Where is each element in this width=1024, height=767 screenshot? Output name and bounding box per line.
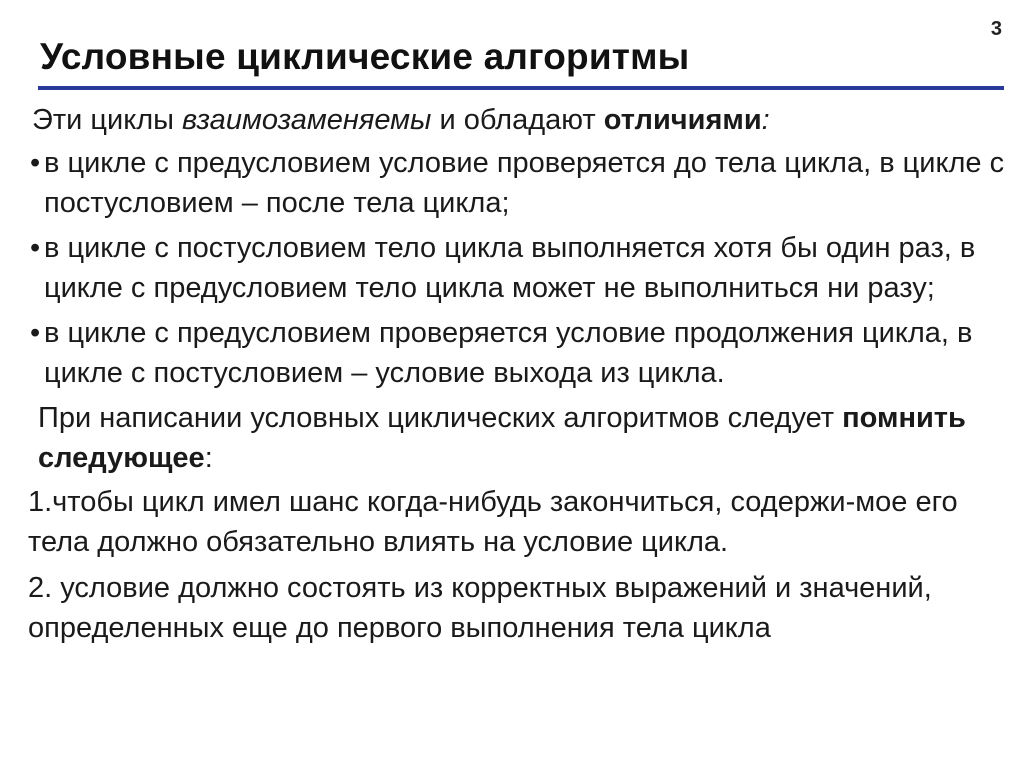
intro-paragraph: [0, 100, 1024, 140]
bullet-icon: •: [30, 232, 41, 264]
slide-content: [0, 100, 1024, 654]
bullet-item: [0, 313, 1024, 393]
slide-title: Условные циклические алгоритмы: [40, 36, 690, 77]
slide-number: 3: [990, 18, 1002, 40]
numbered-item: 1.чтобы цикл имел шанс когда-нибудь закончиться, содержи-мое его тела должно обязательно влиять на условие цикла.: [28, 486, 958, 558]
note-paragraph: [0, 398, 1024, 478]
bullet-icon: •: [30, 317, 41, 349]
bullet-text: в цикле с предусловием условие проверяется до тела цикла, в цикле с постусловием – после тела цикла;: [44, 147, 1005, 219]
bullet-icon: •: [30, 147, 41, 179]
intro-colon: :: [761, 104, 770, 136]
note-text: При написании условных циклических алгоритмов следует: [38, 402, 843, 434]
bullet-text: в цикле с постусловием тело цикла выполняется хотя бы один раз, в цикле с предусловием тело цикла может не выполниться ни разу;: [44, 232, 976, 304]
note-bold: помнить следующее: [38, 402, 966, 474]
intro-text-3: и обладают: [431, 104, 604, 136]
intro-text-1: Эти циклы: [32, 104, 183, 136]
title-underline: [38, 86, 1004, 90]
bullet-item: [0, 228, 1024, 308]
intro-italic: взаимозаменяемы: [182, 104, 432, 136]
bullet-text: в цикле с предусловием проверяется условие продолжения цикла, в цикле с постусловием – условие выхода из цикла.: [44, 317, 973, 389]
numbered-item: 2. условие должно состоять из корректных выражений и значений, определенных еще до первого выполнения тела цикла: [28, 572, 932, 644]
intro-bold: отличиями: [603, 104, 762, 136]
note-colon: :: [204, 442, 213, 474]
bullet-item: [0, 143, 1024, 223]
